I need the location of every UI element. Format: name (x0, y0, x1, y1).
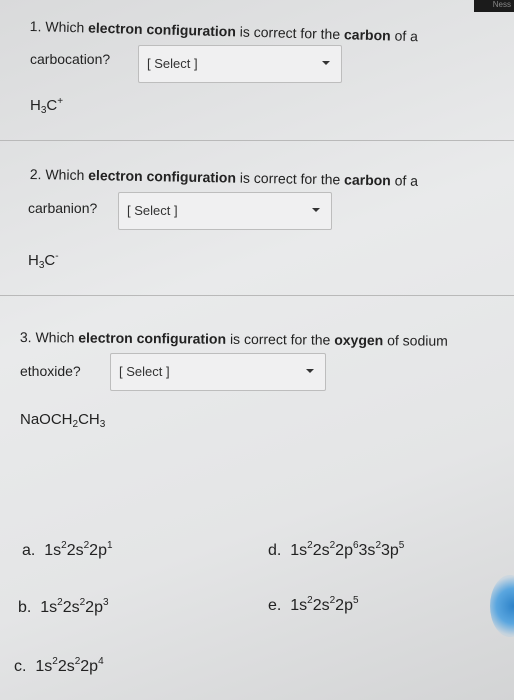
q2-text-mid: is correct for the (235, 169, 345, 188)
option-e (268, 595, 359, 615)
q3-text-pre: Which (35, 329, 79, 346)
q1-text-pre: Which (45, 18, 89, 36)
option-c-term: 1s (35, 658, 53, 675)
option-a-term: 2s (66, 542, 84, 559)
corner-label: Ness (492, 0, 511, 9)
q2-formula-charge: - (55, 251, 59, 262)
option-a (22, 540, 113, 560)
q2-prompt (30, 166, 418, 189)
q1-prompt (30, 18, 419, 44)
option-e-letter: e. (268, 597, 282, 614)
q1-text-bold-2: carbon (343, 26, 391, 44)
option-d-term: 2p (335, 542, 353, 559)
q1-select[interactable] (138, 45, 342, 83)
option-b-letter: b. (18, 599, 32, 616)
option-d-term: 3s (358, 542, 376, 559)
option-d-exp: 2 (307, 540, 313, 551)
option-a-term: 1s (44, 542, 62, 559)
q3-prompt (20, 329, 448, 349)
option-b-term: 2s (62, 599, 80, 616)
option-b-exp: 2 (57, 597, 63, 608)
option-c-letter: c. (14, 658, 27, 675)
option-d-term: 2s (312, 542, 330, 559)
option-e-term: 1s (290, 597, 308, 614)
q1-number: 1. (29, 18, 42, 35)
divider (0, 140, 514, 141)
option-c-exp: 2 (74, 656, 81, 667)
q1-formula-sub: 3 (40, 105, 47, 116)
option-d (268, 540, 404, 560)
q2-select-label: [ Select ] (127, 203, 178, 218)
q3-line2: ethoxide? (20, 363, 81, 379)
option-a-letter: a. (22, 542, 36, 559)
q2-select[interactable] (118, 192, 332, 230)
q3-text-bold-2: oxygen (334, 331, 384, 349)
chevron-down-icon (311, 205, 321, 215)
option-a-exp: 1 (106, 540, 113, 551)
option-d-term: 3p (381, 542, 399, 559)
q3-text-post: of sodium (383, 332, 448, 349)
option-c-term: 2p (80, 658, 99, 675)
q1-select-label: [ Select ] (147, 56, 198, 71)
q3-text-mid: is correct for the (226, 330, 335, 348)
option-b (18, 597, 109, 617)
q2-formula-h: H (28, 252, 39, 269)
q1-formula-h: H (30, 97, 41, 114)
q2-formula-c: C (44, 252, 56, 269)
q2-text-pre: Which (45, 166, 89, 184)
window-corner (474, 0, 514, 12)
chevron-down-icon (305, 366, 315, 376)
option-c-exp: 2 (52, 656, 58, 667)
q2-text-bold-1: electron configuration (88, 167, 237, 186)
option-b-exp: 3 (102, 597, 109, 608)
option-a-exp: 2 (83, 540, 90, 551)
option-c-term: 2s (57, 658, 75, 675)
q3-formula (20, 411, 105, 430)
option-c (14, 656, 104, 676)
option-b-exp: 2 (79, 597, 86, 608)
option-a-exp: 2 (61, 540, 67, 551)
q1-formula (30, 96, 63, 116)
q1-text-post: of a (390, 27, 419, 45)
q3-formula-part1: NaOCH (20, 411, 73, 428)
q1-formula-c: C (46, 97, 58, 114)
q3-formula-sub1: 2 (72, 419, 79, 430)
q1-line2: carbocation? (30, 51, 111, 67)
option-d-term: 1s (290, 542, 308, 559)
option-a-term: 2p (89, 542, 107, 559)
q1-text-bold-1: electron configuration (87, 19, 237, 40)
q3-text-bold-1: electron configuration (78, 329, 227, 347)
q3-formula-part2: CH (78, 411, 100, 428)
q2-formula-sub: 3 (38, 260, 45, 271)
q2-line2: carbanion? (28, 200, 98, 216)
option-e-term: 2p (335, 597, 353, 614)
option-c-exp: 4 (98, 656, 104, 667)
option-d-exp: 6 (352, 540, 359, 551)
q3-number: 3. (19, 329, 32, 346)
q3-formula-sub2: 3 (99, 419, 106, 430)
option-d-letter: d. (268, 542, 282, 559)
q2-text-post: of a (390, 172, 419, 189)
q1-formula-charge: + (57, 96, 64, 107)
option-d-exp: 2 (375, 540, 381, 551)
option-b-term: 2p (85, 599, 103, 616)
q3-select-label: [ Select ] (119, 364, 170, 379)
q2-text-bold-2: carbon (344, 171, 391, 189)
option-e-exp: 2 (307, 595, 313, 606)
option-e-exp: 2 (329, 595, 336, 606)
option-e-term: 2s (312, 597, 330, 614)
divider (0, 295, 514, 296)
chevron-down-icon (321, 58, 331, 68)
option-d-exp: 5 (398, 540, 405, 551)
q3-select[interactable] (110, 353, 326, 391)
option-e-exp: 5 (352, 595, 359, 606)
q1-text-mid: is correct for the (235, 23, 345, 43)
option-b-term: 1s (40, 599, 58, 616)
option-d-exp: 2 (329, 540, 336, 551)
blue-glare (490, 575, 514, 637)
q2-number: 2. (29, 166, 42, 183)
q2-formula (28, 251, 59, 271)
